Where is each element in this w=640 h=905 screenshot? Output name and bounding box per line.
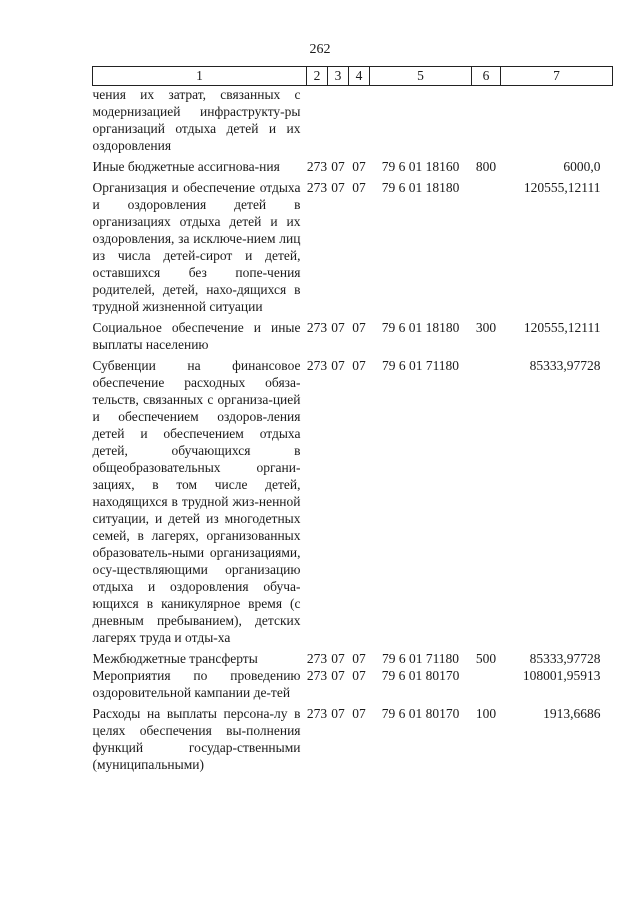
row-col7: 85333,97728 [529, 651, 601, 666]
table-row [93, 315, 613, 353]
row-col2: 273 [306, 159, 328, 174]
row-col4: 07 [352, 159, 366, 174]
row-col4: 07 [352, 668, 366, 683]
row-col4: 07 [352, 180, 366, 195]
row-col3: 07 [331, 159, 345, 174]
row-col6: 100 [475, 706, 497, 721]
row-col5: 79 6 01 80170 [381, 706, 460, 721]
header-col-6: 6 [472, 67, 501, 86]
row-col3: 07 [331, 320, 345, 335]
row-col7: 6000,0 [563, 159, 601, 174]
row-description: чения их затрат, связанных с модернизацией инфраструкту-ры организаций отдыха детей и их оздоровления [92, 87, 301, 153]
table-row [93, 154, 613, 175]
row-description: Организация и обеспечение отдыха и оздоровления детей в организациях отдыха детей и их оздоровления, за исключе-нием лиц из числа детей-сирот и детей, оставшихся без попе-чения родителей, детей, нахо-дящихся в трудной жизненной ситуации [92, 180, 301, 314]
row-col3 [328, 86, 349, 155]
row-col4: 07 [352, 358, 366, 373]
header-col-3: 3 [328, 67, 349, 86]
row-col5: 79 6 01 71180 [381, 651, 460, 666]
row-col2: 273 [306, 706, 328, 721]
row-col2: 273 [306, 320, 328, 335]
row-col3: 07 [331, 668, 345, 683]
row-col6 [472, 667, 501, 701]
row-col3: 07 [331, 180, 345, 195]
header-col-1: 1 [93, 67, 307, 86]
header-col-2: 2 [307, 67, 328, 86]
row-description: Расходы на выплаты персона-лу в целях обеспечения вы-полнения функций государ-ственными (муниципальными) [92, 706, 301, 772]
table-row [93, 701, 613, 773]
header-col-4: 4 [349, 67, 370, 86]
row-col7: 108001,95913 [522, 668, 601, 683]
table-row [93, 667, 613, 701]
header-col-7: 7 [501, 67, 613, 86]
row-description: Мероприятия по проведению оздоровительной кампании де-тей [92, 668, 301, 700]
row-col2: 273 [306, 180, 328, 195]
row-col2: 273 [306, 668, 328, 683]
row-col6 [472, 353, 501, 646]
row-col7: 120555,12111 [523, 180, 601, 195]
row-col7: 1913,6686 [543, 706, 601, 721]
header-col-5: 5 [370, 67, 472, 86]
row-col4: 07 [352, 651, 366, 666]
page-number: 262 [309, 42, 331, 57]
row-col4: 07 [352, 320, 366, 335]
row-col6: 800 [475, 159, 497, 174]
row-col5: 79 6 01 80170 [381, 668, 460, 683]
table-row [93, 646, 613, 667]
row-col5 [370, 86, 472, 155]
table-header-row [93, 67, 613, 86]
row-col7 [501, 86, 613, 155]
row-col4: 07 [352, 706, 366, 721]
row-col6: 500 [475, 651, 497, 666]
row-col3: 07 [331, 358, 345, 373]
row-description: Социальное обеспечение и иные выплаты населению [92, 320, 301, 352]
row-col3: 07 [331, 706, 345, 721]
row-col5: 79 6 01 18180 [381, 320, 460, 335]
budget-table [92, 66, 613, 773]
row-col3: 07 [331, 651, 345, 666]
table-row [93, 175, 613, 315]
row-description: Межбюджетные трансферты [92, 651, 258, 666]
row-col6: 300 [475, 320, 497, 335]
row-col2: 273 [306, 358, 328, 373]
row-col6 [472, 86, 501, 155]
table-row [93, 86, 613, 155]
row-col4 [349, 86, 370, 155]
row-col5: 79 6 01 18160 [381, 159, 460, 174]
row-col7: 85333,97728 [529, 358, 601, 373]
row-description: Субвенции на финансовое обеспечение расходных обяза-тельств, связанных с организа-цией и обеспечением оздоров-ления детей и обеспечением отдыха детей, обучающихся в общеобразовательных органи-зациях, в том числе детей, находящихся в трудной жиз-ненной ситуации, и детей из многодетных семей, в лагерях, организованных образователь-ными организациями, осу-ществляющими организацию отдыха и оздоровления обуча-ющихся в каникулярное время (с дневным пребыванием), детских лагерях труда и отды-ха [92, 358, 301, 645]
row-col2: 273 [306, 651, 328, 666]
table-row [93, 353, 613, 646]
row-col5: 79 6 01 18180 [381, 180, 460, 195]
row-col7: 120555,12111 [523, 320, 601, 335]
row-description: Иные бюджетные ассигнова-ния [92, 159, 280, 174]
row-col5: 79 6 01 71180 [381, 358, 460, 373]
row-col6 [472, 175, 501, 315]
row-col2 [307, 86, 328, 155]
